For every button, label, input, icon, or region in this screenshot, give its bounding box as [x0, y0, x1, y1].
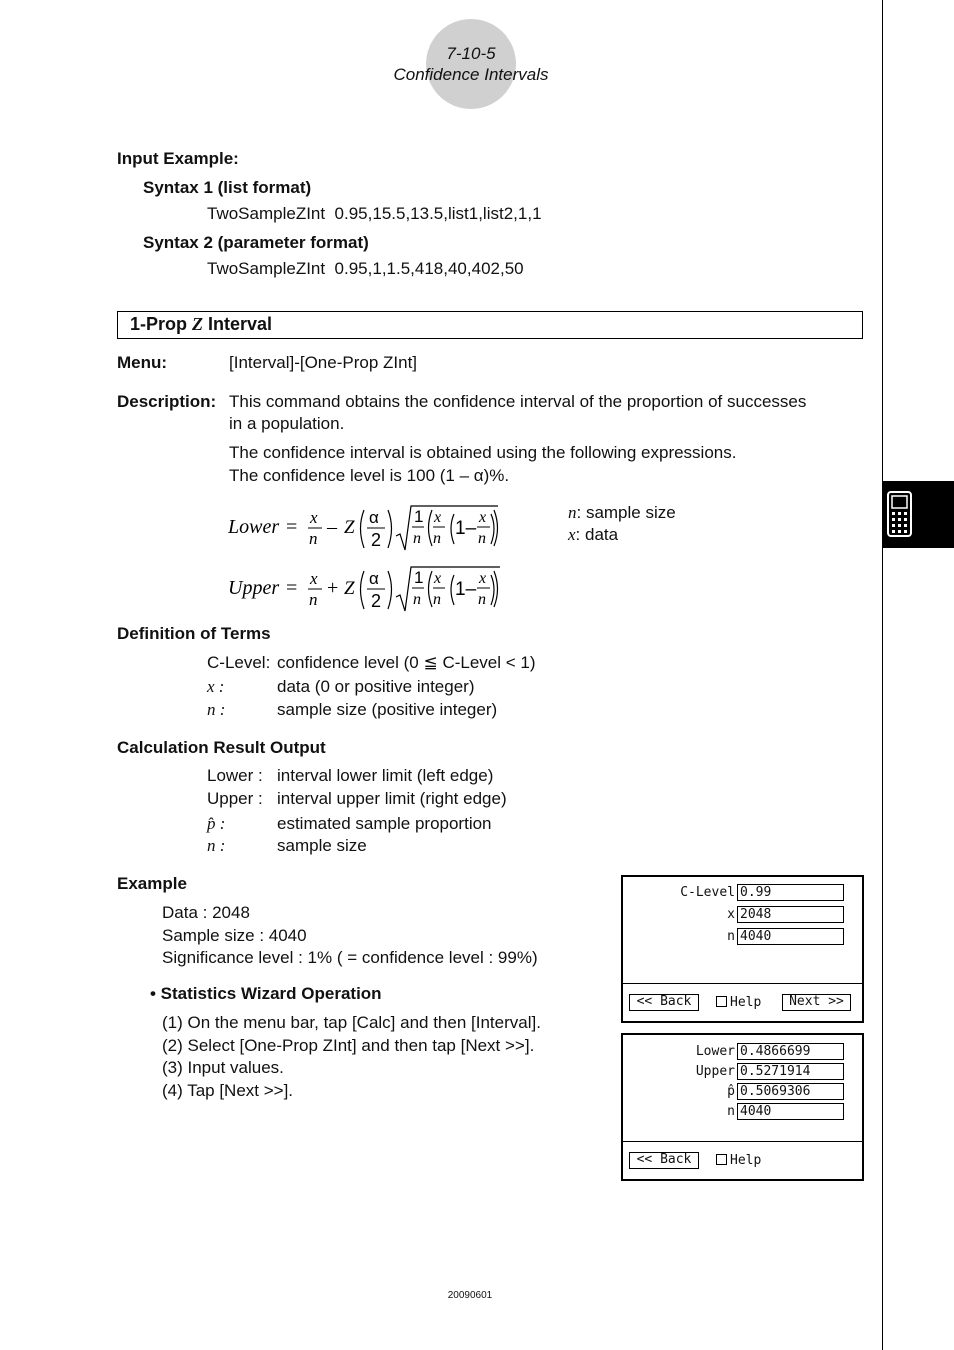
note-x-var: x: [568, 525, 576, 544]
description-line-3: The confidence interval is obtained using the following expressions.: [229, 443, 737, 462]
field-label: C-Level: [680, 885, 735, 900]
svg-text:1–: 1–: [455, 518, 477, 539]
help-label: Help: [730, 1153, 762, 1168]
note-n: [568, 503, 676, 523]
example-significance: Significance level : 1% ( = confidence level : 99%): [162, 948, 538, 967]
definition-term: C-Level:: [207, 653, 271, 672]
section-title: Confidence Intervals: [393, 65, 549, 84]
output-desc: interval upper limit (right edge): [277, 789, 507, 808]
svg-text:n: n: [433, 530, 441, 547]
svg-text:n: n: [433, 591, 441, 608]
svg-text:=: =: [286, 577, 298, 599]
svg-text:=: =: [286, 516, 298, 538]
input-example-heading: Input Example:: [117, 149, 239, 168]
help-checkbox[interactable]: [716, 1153, 761, 1168]
next-button[interactable]: Next >>: [782, 994, 851, 1011]
section-heading: [130, 314, 272, 335]
output-term: n :: [207, 836, 226, 855]
formula-upper-label: Upper: [228, 577, 280, 599]
help-label: Help: [730, 995, 762, 1010]
wizard-step: (3) Input values.: [162, 1058, 284, 1077]
formula-upper: [228, 561, 518, 617]
calc-screen-input: [621, 875, 864, 1023]
svg-text:2: 2: [371, 530, 382, 550]
section-heading-prefix: 1-Prop: [130, 314, 193, 334]
screen-divider: [623, 983, 862, 984]
svg-text:Z: Z: [344, 517, 355, 538]
result-label: p̂: [727, 1084, 735, 1099]
checkbox-icon: [716, 996, 727, 1007]
footer-code: 20090601: [447, 1290, 493, 1301]
example-data: Data : 2048: [162, 903, 250, 922]
c-level-input[interactable]: 0.99: [737, 884, 844, 901]
description-line-4: The confidence level is 100 (1 – α)%.: [229, 466, 510, 485]
svg-text:Z: Z: [344, 578, 355, 599]
syntax2-code: TwoSampleZInt 0.95,1,1.5,418,40,402,50: [207, 259, 524, 278]
output-desc: interval lower limit (left edge): [277, 766, 494, 785]
svg-text:x: x: [310, 569, 318, 588]
svg-text:x: x: [310, 508, 318, 527]
svg-text:n: n: [413, 530, 421, 547]
upper-output: 0.5271914: [737, 1063, 844, 1080]
section-heading-suffix: Interval: [203, 314, 273, 334]
syntax1-code: TwoSampleZInt 0.95,15.5,13.5,list1,list2,1,1: [207, 204, 542, 223]
wizard-step: (2) Select [One-Prop ZInt] and then tap [Next >>].: [162, 1036, 535, 1055]
svg-text:1: 1: [414, 507, 424, 526]
field-label: n: [727, 929, 735, 944]
svg-text:n: n: [309, 590, 318, 609]
example-heading: Example: [117, 874, 187, 893]
wizard-step: (1) On the menu bar, tap [Calc] and then [Interval].: [162, 1013, 541, 1032]
example-sample-size: Sample size : 4040: [162, 926, 307, 945]
back-button[interactable]: << Back: [629, 994, 699, 1011]
output-heading: Calculation Result Output: [117, 738, 326, 757]
description-line-1: This command obtains the confidence interval of the proportion of successes: [229, 392, 807, 411]
output-term: p̂ :: [207, 814, 226, 833]
svg-text:–: –: [327, 516, 337, 538]
checkbox-icon: [716, 1154, 727, 1165]
right-margin-rule: [882, 0, 883, 1350]
x-input[interactable]: 2048: [737, 906, 844, 923]
p-hat-output: 0.5069306: [737, 1083, 844, 1100]
result-label: Lower: [695, 1044, 735, 1059]
svg-text:1–: 1–: [455, 579, 477, 600]
wizard-step: (4) Tap [Next >>].: [162, 1081, 294, 1100]
description-label: Description:: [117, 392, 217, 411]
syntax1-label: Syntax 1 (list format): [143, 178, 312, 197]
back-button[interactable]: << Back: [629, 1152, 699, 1169]
definition-term: x :: [207, 677, 225, 696]
definition-desc: data (0 or positive integer): [277, 677, 475, 696]
svg-text:n: n: [309, 529, 318, 548]
definition-desc: confidence level (0 ≦ C-Level < 1): [277, 653, 536, 672]
output-term: Upper :: [207, 789, 263, 808]
svg-text:n: n: [478, 530, 486, 547]
formula-lower: [228, 500, 518, 556]
output-desc: estimated sample proportion: [277, 814, 492, 833]
svg-text:x: x: [434, 570, 442, 587]
output-term: Lower :: [207, 766, 263, 785]
formula-lower-label: Lower: [228, 516, 280, 538]
menu-label: Menu:: [117, 353, 168, 372]
svg-text:n: n: [478, 591, 486, 608]
svg-text:+: +: [327, 577, 339, 599]
lower-output: 0.4866699: [737, 1043, 844, 1060]
chapter-side-tab: [883, 481, 954, 548]
definitions-heading: Definition of Terms: [117, 624, 271, 643]
result-label: n: [727, 1104, 735, 1119]
syntax2-label: Syntax 2 (parameter format): [143, 233, 369, 252]
result-label: Upper: [695, 1064, 735, 1079]
screen-divider: [623, 1141, 862, 1142]
svg-text:n: n: [413, 591, 421, 608]
menu-path: [Interval]-[One-Prop ZInt]: [229, 353, 418, 372]
svg-text:α: α: [369, 569, 379, 588]
note-n-var: n: [568, 503, 577, 522]
calc-screen-result: [621, 1033, 864, 1181]
page-number: 7-10-5: [446, 44, 496, 63]
calculator-icon: [883, 481, 954, 548]
page-header-circle: [426, 19, 516, 109]
svg-text:x: x: [479, 509, 487, 526]
note-x: [568, 525, 618, 545]
note-x-text: : data: [575, 525, 619, 544]
svg-text:α: α: [369, 508, 379, 527]
definition-desc: sample size (positive integer): [277, 700, 498, 719]
note-n-text: : sample size: [576, 503, 676, 522]
definition-term: n :: [207, 700, 226, 719]
output-desc: sample size: [277, 836, 367, 855]
field-label: x: [727, 907, 735, 922]
svg-text:x: x: [479, 570, 487, 587]
svg-text:1: 1: [414, 568, 424, 587]
help-checkbox[interactable]: [716, 995, 761, 1010]
n-output: 4040: [737, 1103, 844, 1120]
svg-text:2: 2: [371, 591, 382, 611]
wizard-heading: • Statistics Wizard Operation: [150, 984, 382, 1003]
section-heading-box: [117, 311, 863, 339]
section-heading-var: Z: [192, 314, 204, 334]
n-input[interactable]: 4040: [737, 928, 844, 945]
description-line-2: in a population.: [229, 414, 345, 433]
svg-text:x: x: [434, 509, 442, 526]
